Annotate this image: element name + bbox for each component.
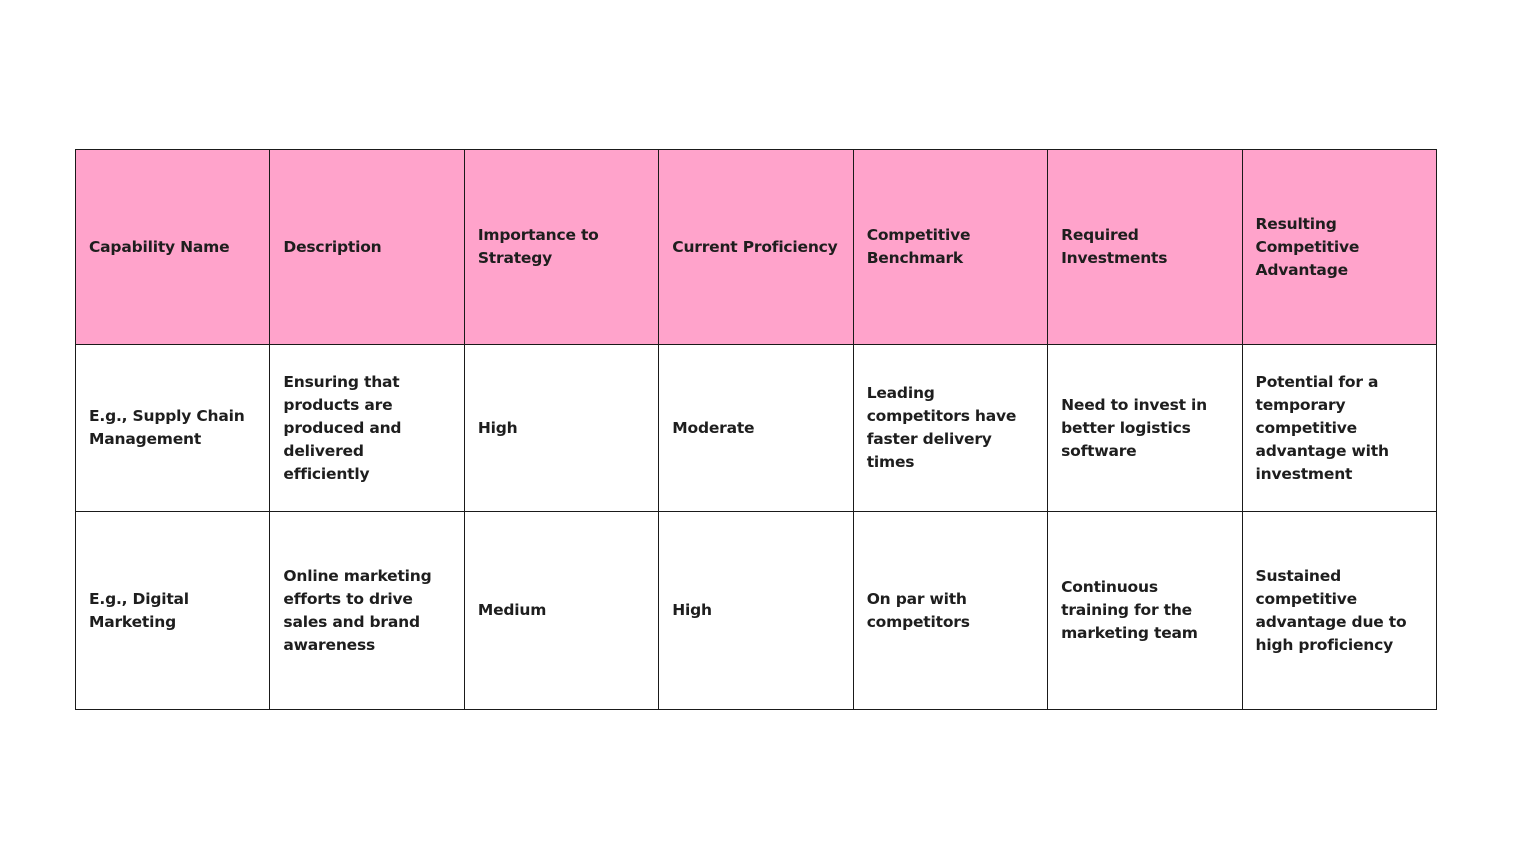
- header-resulting-advantage: Resulting Competitive Advantage: [1242, 150, 1436, 345]
- table-cell: E.g., Supply Chain Management: [76, 345, 270, 512]
- table-cell: High: [464, 345, 658, 512]
- table-cell: E.g., Digital Marketing: [76, 512, 270, 710]
- header-required-investments: Required Investments: [1048, 150, 1242, 345]
- header-competitive-benchmark: Competitive Benchmark: [853, 150, 1047, 345]
- header-description: Description: [270, 150, 464, 345]
- header-capability-name: Capability Name: [76, 150, 270, 345]
- table-cell: On par with competitors: [853, 512, 1047, 710]
- table-row: [76, 512, 1437, 710]
- table-cell: Online marketing efforts to drive sales and brand awareness: [270, 512, 464, 710]
- table-cell: Sustained competitive advantage due to high proficiency: [1242, 512, 1436, 710]
- header-current-proficiency: Current Proficiency: [659, 150, 853, 345]
- table-row: [76, 345, 1437, 512]
- table-cell: Medium: [464, 512, 658, 710]
- table-cell: Ensuring that products are produced and delivered efficiently: [270, 345, 464, 512]
- table-cell: Leading competitors have faster delivery times: [853, 345, 1047, 512]
- header-importance: Importance to Strategy: [464, 150, 658, 345]
- table-cell: Potential for a temporary competitive advantage with investment: [1242, 345, 1436, 512]
- table-cell: Moderate: [659, 345, 853, 512]
- header-row: [76, 150, 1437, 345]
- table-cell: High: [659, 512, 853, 710]
- capability-table: [75, 149, 1437, 710]
- table-cell: Need to invest in better logistics software: [1048, 345, 1242, 512]
- table-cell: Continuous training for the marketing team: [1048, 512, 1242, 710]
